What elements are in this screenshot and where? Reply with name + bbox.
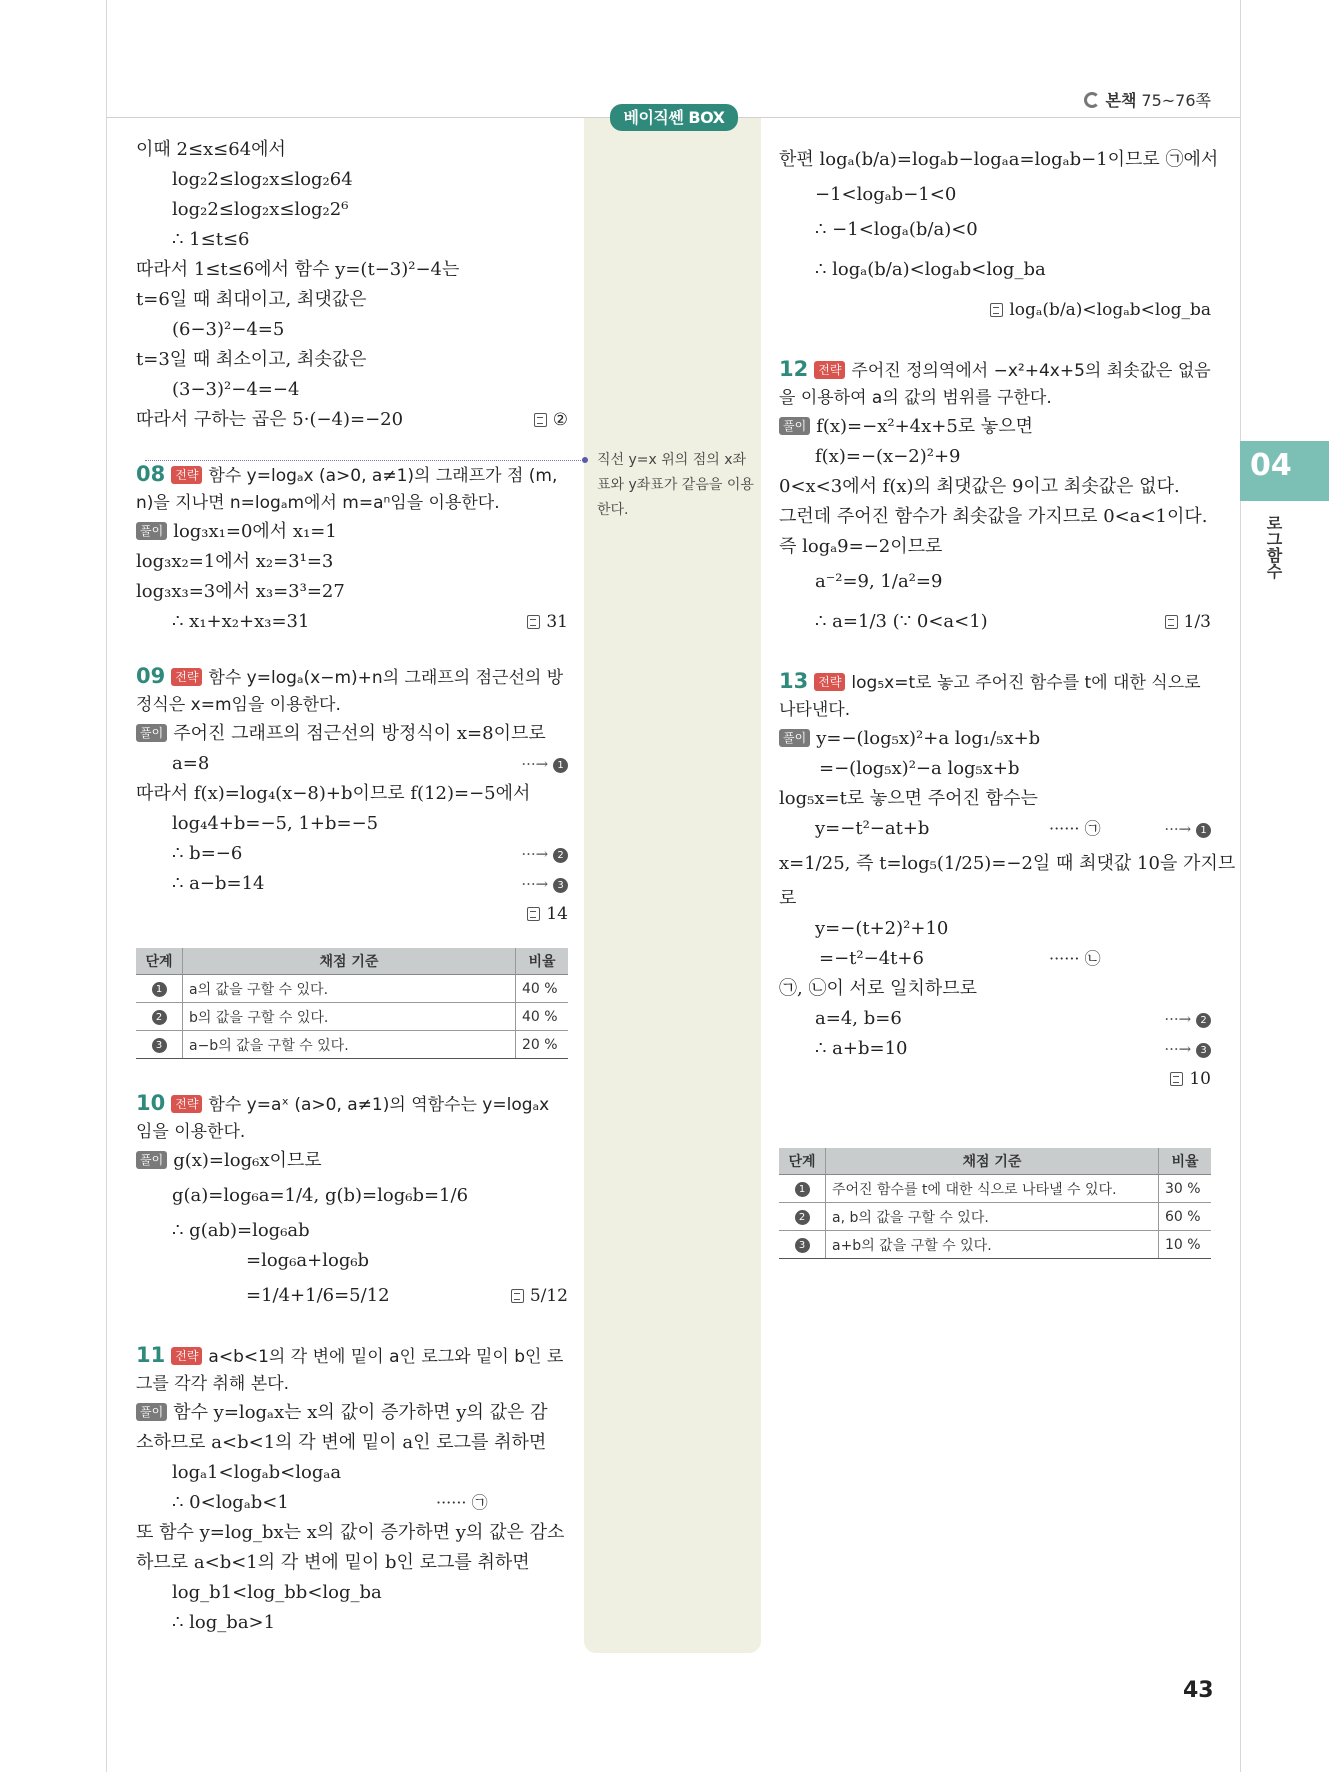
question-number: 09 [136, 664, 166, 688]
text-line: ∴ −1<logₐ(b/a)<0 [815, 219, 978, 240]
text-line [136, 749, 568, 779]
table-cell: 40 % [516, 1003, 569, 1031]
text-line: g(a)=log₆a=1/4, g(b)=log₆b=1/6 [172, 1185, 469, 1206]
step-circle: 2 [795, 1210, 810, 1225]
step-circle: 3 [1196, 1043, 1211, 1058]
step-marker [1164, 814, 1211, 844]
text-line [136, 1146, 568, 1176]
text-line-content: ∴ x₁+x₂+x₃=31 [172, 611, 310, 632]
table-cell [779, 1203, 826, 1231]
step-arrow: ···→ [521, 845, 549, 863]
table-row [136, 1003, 568, 1031]
text-line: 또 함수 y=log_bx는 x의 값이 증가하면 y의 값은 감소 [136, 1522, 565, 1543]
question-09-strategy [136, 663, 568, 719]
table-row [779, 1203, 1211, 1231]
book-ref-pages: 75~76쪽 [1141, 91, 1211, 110]
text-line-content: 따라서 구하는 곱은 5·(−4)=−20 [136, 409, 404, 430]
note-bullet [582, 457, 588, 463]
table-header: 비율 [1159, 1148, 1212, 1175]
text-line [779, 412, 1211, 442]
solution-tag: 풀이 [136, 1403, 167, 1421]
text-line-content: ∴ a+b=10 [815, 1038, 908, 1059]
strategy-text: 함수 y=logₐx (a>0, a≠1)의 그래프가 점 (m, n)을 지나면 n=logₐm에서 m=aⁿ임을 이용한다. [136, 466, 558, 513]
text-line-content: y=−(log₅x)²+a log₁/₅x+b [816, 728, 1041, 749]
text-line: log₅x=t로 놓으면 주어진 함수는 [779, 788, 1038, 809]
solution-tag: 풀이 [136, 522, 167, 540]
table-cell: 40 % [516, 975, 569, 1003]
question-number: 08 [136, 462, 166, 486]
strategy-tag: 전략 [171, 466, 202, 484]
text-line [779, 1064, 1211, 1094]
step-marker [1164, 1034, 1211, 1064]
text-line-content: ∴ b=−6 [172, 843, 243, 864]
text-line-content: ∴ a=1/3 (∵ 0<a<1) [815, 611, 988, 632]
text-line: log₃x₂=1에서 x₂=3¹=3 [136, 551, 334, 572]
question-number: 11 [136, 1343, 166, 1367]
solution-tag: 풀이 [136, 724, 167, 742]
table-row [136, 1031, 568, 1059]
answer-value: 31 [546, 612, 568, 632]
step-circle: 3 [152, 1038, 167, 1053]
answer-value: 10 [1189, 1069, 1211, 1089]
step-circle: 2 [152, 1010, 167, 1025]
table-header: 채점 기준 [183, 948, 516, 975]
text-line-content: log₃x₁=0에서 x₁=1 [173, 521, 337, 542]
table-cell: 60 % [1159, 1203, 1212, 1231]
strategy-tag: 전략 [171, 668, 202, 686]
table-header-row [779, 1148, 1211, 1175]
text-line [779, 944, 1211, 974]
text-line [136, 839, 568, 869]
text-line: ∴ log_ba>1 [172, 1612, 276, 1633]
strategy-text: 함수 y=aˣ (a>0, a≠1)의 역함수는 y=logₐx 임을 이용한다. [136, 1095, 550, 1142]
step-circle: 1 [1196, 823, 1211, 838]
strategy-text: 함수 y=logₐ(x−m)+n의 그래프의 점근선의 방정식은 x=m임을 이용한다. [136, 668, 564, 715]
text-line-content: =1/4+1/6=5/12 [246, 1285, 390, 1306]
text-line: log₂2≤log₂x≤log₂64 [172, 169, 353, 190]
solution-tag: 풀이 [136, 1151, 167, 1169]
text-line-content: 함수 y=logₐx는 x의 값이 증가하면 y의 값은 감 [173, 1402, 548, 1423]
table-header: 단계 [779, 1148, 826, 1175]
text-line: 하므로 a<b<1의 각 변에 밑이 b인 로그를 취하면 [136, 1552, 530, 1573]
answer [534, 405, 568, 435]
step-circle: 3 [795, 1238, 810, 1253]
table-cell: 20 % [516, 1031, 569, 1059]
refresh-arrow-icon [1084, 92, 1100, 108]
text-line [779, 602, 1211, 642]
step-marker [521, 839, 568, 869]
text-line [136, 607, 568, 637]
table-header-row [136, 948, 568, 975]
text-line: ∴ logₐ(b/a)<logₐb<log_ba [815, 259, 1046, 280]
chapter-number: 04 [1250, 448, 1292, 483]
strategy-tag: 전략 [171, 1347, 202, 1365]
answer-icon [527, 615, 540, 629]
text-line [779, 1004, 1211, 1034]
question-12-strategy [779, 356, 1211, 412]
step-circle: 1 [553, 758, 568, 773]
step-arrow: ···→ [1164, 1040, 1192, 1058]
strategy-text: a<b<1의 각 변에 밑이 a인 로그와 밑이 b인 로그를 각각 취해 본다. [136, 1347, 564, 1394]
question-number: 13 [779, 669, 809, 693]
step-marker [1164, 1004, 1211, 1034]
basic-box-badge: 베이직쎈 BOX [610, 104, 738, 131]
table-cell [136, 1031, 183, 1059]
strategy-tag: 전략 [814, 361, 845, 379]
text-line [136, 1276, 568, 1316]
text-line: −1<logₐb−1<0 [815, 184, 957, 205]
text-line: 따라서 f(x)=log₄(x−8)+b이므로 f(12)=−5에서 [136, 783, 531, 804]
text-line [136, 899, 568, 929]
text-line: 로 [779, 888, 797, 909]
text-line: (6−3)²−4=5 [172, 319, 285, 340]
table-cell [779, 1231, 826, 1259]
text-line: 즉 logₐ9=−2이므로 [779, 536, 943, 557]
step-arrow: ···→ [521, 755, 549, 773]
step-arrow: ···→ [1164, 1010, 1192, 1028]
answer [1165, 602, 1211, 642]
table-cell: 30 % [1159, 1175, 1212, 1203]
strategy-text: 주어진 정의역에서 −x²+4x+5의 최솟값은 없음을 이용하여 a의 값의 범위를 구한다. [779, 361, 1211, 408]
chapter-title: 로그함수 [1264, 515, 1283, 579]
answer-icon [534, 413, 547, 427]
answer-value: 5/12 [529, 1286, 568, 1306]
strategy-tag: 전략 [814, 673, 845, 691]
text-line: =log₆a+log₆b [246, 1250, 370, 1271]
answer [511, 1276, 568, 1316]
text-line [779, 724, 1211, 754]
step-marker [521, 749, 568, 779]
text-line [779, 814, 1211, 844]
text-line: ㉠, ㉡이 서로 일치하므로 [779, 978, 977, 999]
text-line-content: f(x)=−x²+4x+5로 놓으면 [816, 416, 1034, 437]
text-line-content: a=8 [172, 753, 210, 774]
page-number: 43 [1183, 1678, 1214, 1703]
table-cell: a+b의 값을 구할 수 있다. [826, 1231, 1159, 1259]
table-cell [136, 975, 183, 1003]
text-line [136, 405, 568, 435]
text-line: log₂2≤log₂x≤log₂2⁶ [172, 199, 349, 220]
text-line: f(x)=−(x−2)²+9 [815, 446, 961, 467]
text-line: x=1/25, 즉 t=log₅(1/25)=−2일 때 최댓값 10을 가지므 [779, 853, 1236, 874]
book-reference [1084, 88, 1211, 111]
table-header: 채점 기준 [826, 1148, 1159, 1175]
table-cell [136, 1003, 183, 1031]
text-line [779, 290, 1211, 330]
answer [990, 290, 1211, 330]
text-line-content: y=−t²−at+b [815, 818, 930, 839]
table-cell: a의 값을 구할 수 있다. [183, 975, 516, 1003]
answer-icon [511, 1289, 524, 1303]
strategy-tag: 전략 [171, 1095, 202, 1113]
answer-icon [1165, 615, 1178, 629]
text-line-content: =−t²−4t+6 [819, 948, 924, 969]
step-circle: 3 [553, 878, 568, 893]
step-circle: 1 [795, 1182, 810, 1197]
answer [527, 607, 568, 637]
text-line: a⁻²=9, 1/a²=9 [815, 571, 943, 592]
text-line-content: a=4, b=6 [815, 1008, 902, 1029]
equation-mark: ······ ㉡ [1049, 949, 1101, 968]
text-line: log₄4+b=−5, 1+b=−5 [172, 813, 379, 834]
answer [1170, 1064, 1211, 1094]
answer-icon [1170, 1072, 1183, 1086]
question-10-strategy [136, 1090, 568, 1146]
text-line [136, 1488, 568, 1518]
question-11-strategy [136, 1342, 568, 1398]
text-line: ∴ g(ab)=log₆ab [172, 1220, 310, 1241]
text-line [136, 869, 568, 899]
question-13-strategy [779, 668, 1211, 724]
side-note: 직선 y=x 위의 점의 x좌표와 y좌표가 같음을 이용한다. [597, 452, 754, 518]
text-line: logₐ1<logₐb<logₐa [172, 1462, 342, 1483]
text-line: =−(log₅x)²−a log₅x+b [819, 758, 1020, 779]
question-08-strategy [136, 461, 568, 517]
question-number: 12 [779, 357, 809, 381]
answer-value: logₐ(b/a)<logₐb<log_ba [1009, 300, 1211, 320]
text-line: log_b1<log_bb<log_ba [172, 1582, 382, 1603]
step-circle: 2 [553, 848, 568, 863]
step-arrow: ···→ [521, 875, 549, 893]
text-line: (3−3)²−4=−4 [172, 379, 300, 400]
book-ref-label: 본책 [1105, 91, 1137, 110]
text-line: 0<x<3에서 f(x)의 최댓값은 9이고 최솟값은 없다. [779, 476, 1180, 497]
left-page-border [106, 0, 107, 1772]
table-cell: b의 값을 구할 수 있다. [183, 1003, 516, 1031]
answer-value: 14 [546, 904, 568, 924]
text-line-content: g(x)=log₆x이므로 [173, 1150, 322, 1171]
table-cell [779, 1175, 826, 1203]
table-row [779, 1175, 1211, 1203]
answer-value: 1/3 [1183, 612, 1211, 632]
equation-mark: ······ ㉠ [436, 1493, 488, 1512]
text-line: 따라서 1≤t≤6에서 함수 y=(t−3)²−4는 [136, 259, 460, 280]
answer-value: ② [552, 410, 568, 430]
text-line: 이때 2≤x≤64에서 [136, 139, 286, 160]
table-cell: 주어진 함수를 t에 대한 식으로 나타낼 수 있다. [826, 1175, 1159, 1203]
answer [527, 899, 568, 929]
step-arrow: ···→ [1164, 820, 1192, 838]
scoring-table-q13 [779, 1148, 1211, 1259]
equation-mark: ······ ㉠ [1049, 819, 1101, 838]
right-page-border [1240, 0, 1241, 1772]
text-line: y=−(t+2)²+10 [815, 918, 949, 939]
text-line-content: ∴ 0<logₐb<1 [172, 1492, 289, 1513]
step-marker [521, 869, 568, 899]
step-circle: 2 [1196, 1013, 1211, 1028]
text-line-content: ∴ a−b=14 [172, 873, 265, 894]
left-column-lower [136, 1090, 568, 1638]
text-line [136, 517, 568, 547]
text-line: 그런데 주어진 함수가 최솟값을 가지므로 0<a<1이다. [779, 506, 1208, 527]
text-line: 소하므로 a<b<1의 각 변에 밑이 a인 로그를 취하면 [136, 1432, 547, 1453]
step-circle: 1 [152, 982, 167, 997]
text-line-content: 주어진 그래프의 점근선의 방정식이 x=8이므로 [173, 723, 546, 744]
basic-box-panel [584, 118, 761, 1653]
answer-icon [527, 907, 540, 921]
table-cell: a, b의 값을 구할 수 있다. [826, 1203, 1159, 1231]
strategy-text: log₅x=t로 놓고 주어진 함수를 t에 대한 식으로 나타낸다. [779, 673, 1201, 720]
table-cell: a−b의 값을 구할 수 있다. [183, 1031, 516, 1059]
table-cell: 10 % [1159, 1231, 1212, 1259]
answer-icon [990, 303, 1003, 317]
text-line [136, 1398, 568, 1428]
solution-tag: 풀이 [779, 417, 810, 435]
solution-tag: 풀이 [779, 729, 810, 747]
text-line [779, 1034, 1211, 1064]
left-column [136, 135, 568, 929]
text-line: log₃x₃=3에서 x₃=3³=27 [136, 581, 345, 602]
text-line [136, 719, 568, 749]
scoring-table-q09 [136, 948, 568, 1059]
table-header: 단계 [136, 948, 183, 975]
text-line: t=3일 때 최소이고, 최솟값은 [136, 349, 367, 370]
table-row [779, 1231, 1211, 1259]
text-line: ∴ 1≤t≤6 [172, 229, 250, 250]
table-row [136, 975, 568, 1003]
right-column [779, 140, 1236, 1094]
text-line: t=6일 때 최대이고, 최댓값은 [136, 289, 367, 310]
text-line: 한편 logₐ(b/a)=logₐb−logₐa=logₐb−1이므로 ㉠에서 [779, 149, 1219, 170]
table-header: 비율 [516, 948, 569, 975]
question-number: 10 [136, 1091, 166, 1115]
